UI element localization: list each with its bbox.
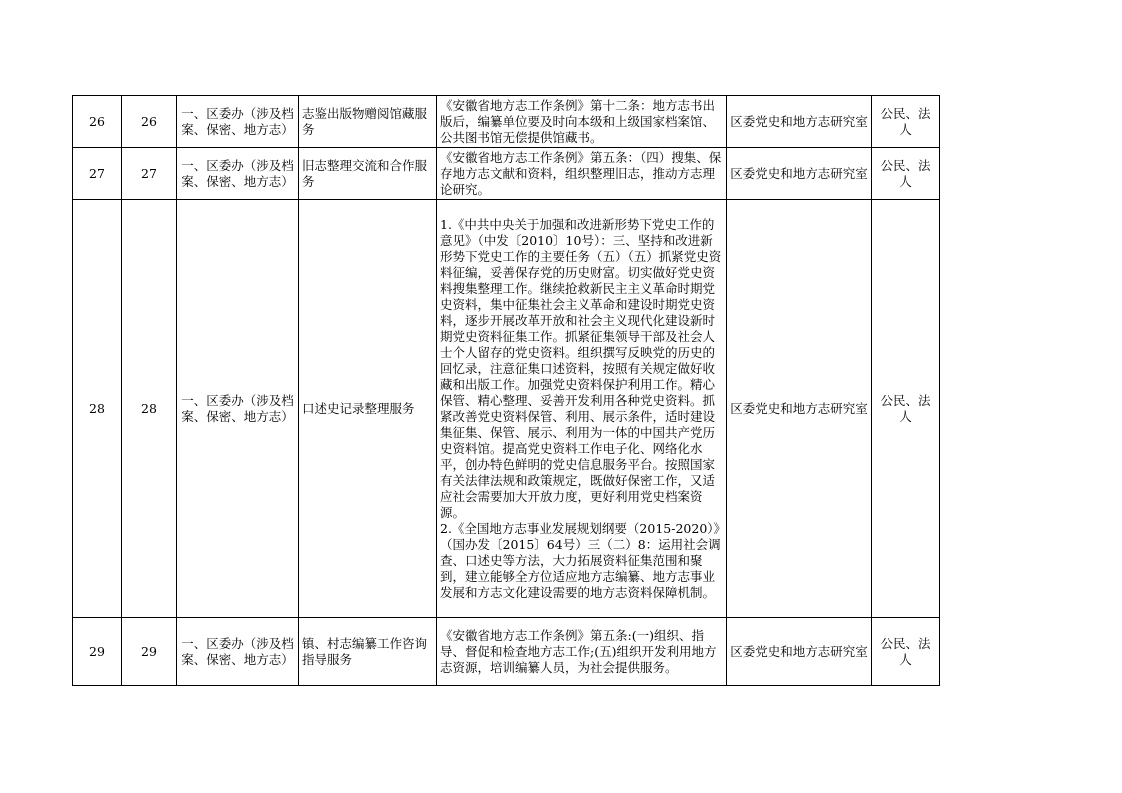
basis-cell: [437, 200, 727, 618]
table-row: [73, 200, 940, 618]
org-cell: 区委党史和地方志研究室: [727, 96, 872, 148]
item-cell: 镇、村志编纂工作咨询指导服务: [299, 618, 437, 686]
basis-text: 1.《中共中央关于加强和改进新形势下党史工作的意见》（中发〔2010〕10号）：三、坚持和改进新形势下党史工作的主要任务（五）（五）抓紧党史资料征编，妥善保存党的历史财富。切实做好党史资料搜集整理工作。继续抢救新民主主义革命时期党史资料，集中征集社会主义革命和建设时期党史资料，逐步开展改革开放和社会主义现代化建设新时期党史资料征集工作。抓紧征集领导干部及社会人士个人留存的党史资料。组织撰写反映党的历史的回忆录，注意征集口述资料，按照有关规定做好收藏和出版工作。加强党史资料保护利用工作。精心保管、精心整理、妥善开发利用各种党史资料。抓紧改善党史资料保管、利用、展示条件，适时建设集征集、保管、展示、利用为一体的中国共产党历史资料馆。提高党史资料工作电子化、网络化水平，创办特色鲜明的党史信息服务平台。按照国家有关法律法规和政策规定，既做好保密工作，又适应社会需要加大开放力度，更好利用党史档案资源。: [440, 216, 722, 520]
table-row: [73, 148, 940, 200]
dept-cell: 一、区委办（涉及档案、保密、地方志）: [177, 148, 299, 200]
seq-cell: 27: [73, 148, 122, 200]
basis-cell: [437, 96, 727, 148]
org-cell: 区委党史和地方志研究室: [727, 618, 872, 686]
basis-text: 《安徽省地方志工作条例》第五条：（四）搜集、保存地方志文献和资料，组织整理旧志，推动方志理论研究。: [440, 149, 722, 197]
seq-cell: 26: [73, 96, 122, 148]
dept-cell: 一、区委办（涉及档案、保密、地方志）: [177, 96, 299, 148]
dept-cell: 一、区委办（涉及档案、保密、地方志）: [177, 200, 299, 618]
basis-text: 《安徽省地方志工作条例》第十二条：地方志书出版后，编纂单位要及时向本级和上级国家档案馆、公共图书馆无偿提供馆藏书。: [440, 97, 716, 145]
basis-text: 2.《全国地方志事业发展规划纲要（2015-2020）》（国办发〔2015〕64号）三（二）8：运用社会调查、口述史等方法，大力拓展资料征集范围和聚到，建立能够全方位适应地方志编纂、地方志事业发展和方志文化建设需要的地方志资料保障机制。: [440, 520, 721, 600]
table-row: [73, 618, 940, 686]
table-row: [73, 96, 940, 148]
code-cell: 27: [122, 148, 177, 200]
target-cell: 公民、法人: [872, 200, 940, 618]
target-cell: 公民、法人: [872, 618, 940, 686]
basis-cell: [437, 148, 727, 200]
code-cell: 29: [122, 618, 177, 686]
dept-cell: 一、区委办（涉及档案、保密、地方志）: [177, 618, 299, 686]
basis-text: 《安徽省地方志工作条例》第五条:(一)组织、指导、督促和检查地方志工作;(五)组织开发利用地方志资源，培训编纂人员，为社会提供服务。: [440, 627, 717, 675]
code-cell: 26: [122, 96, 177, 148]
target-cell: 公民、法人: [872, 96, 940, 148]
org-cell: 区委党史和地方志研究室: [727, 148, 872, 200]
item-cell: 口述史记录整理服务: [299, 200, 437, 618]
seq-cell: 28: [73, 200, 122, 618]
code-cell: 28: [122, 200, 177, 618]
item-cell: 志鉴出版物赠阅馆藏服务: [299, 96, 437, 148]
item-cell: 旧志整理交流和合作服务: [299, 148, 437, 200]
basis-cell: [437, 618, 727, 686]
service-list-table: [72, 95, 940, 686]
target-cell: 公民、法人: [872, 148, 940, 200]
seq-cell: 29: [73, 618, 122, 686]
org-cell: 区委党史和地方志研究室: [727, 200, 872, 618]
